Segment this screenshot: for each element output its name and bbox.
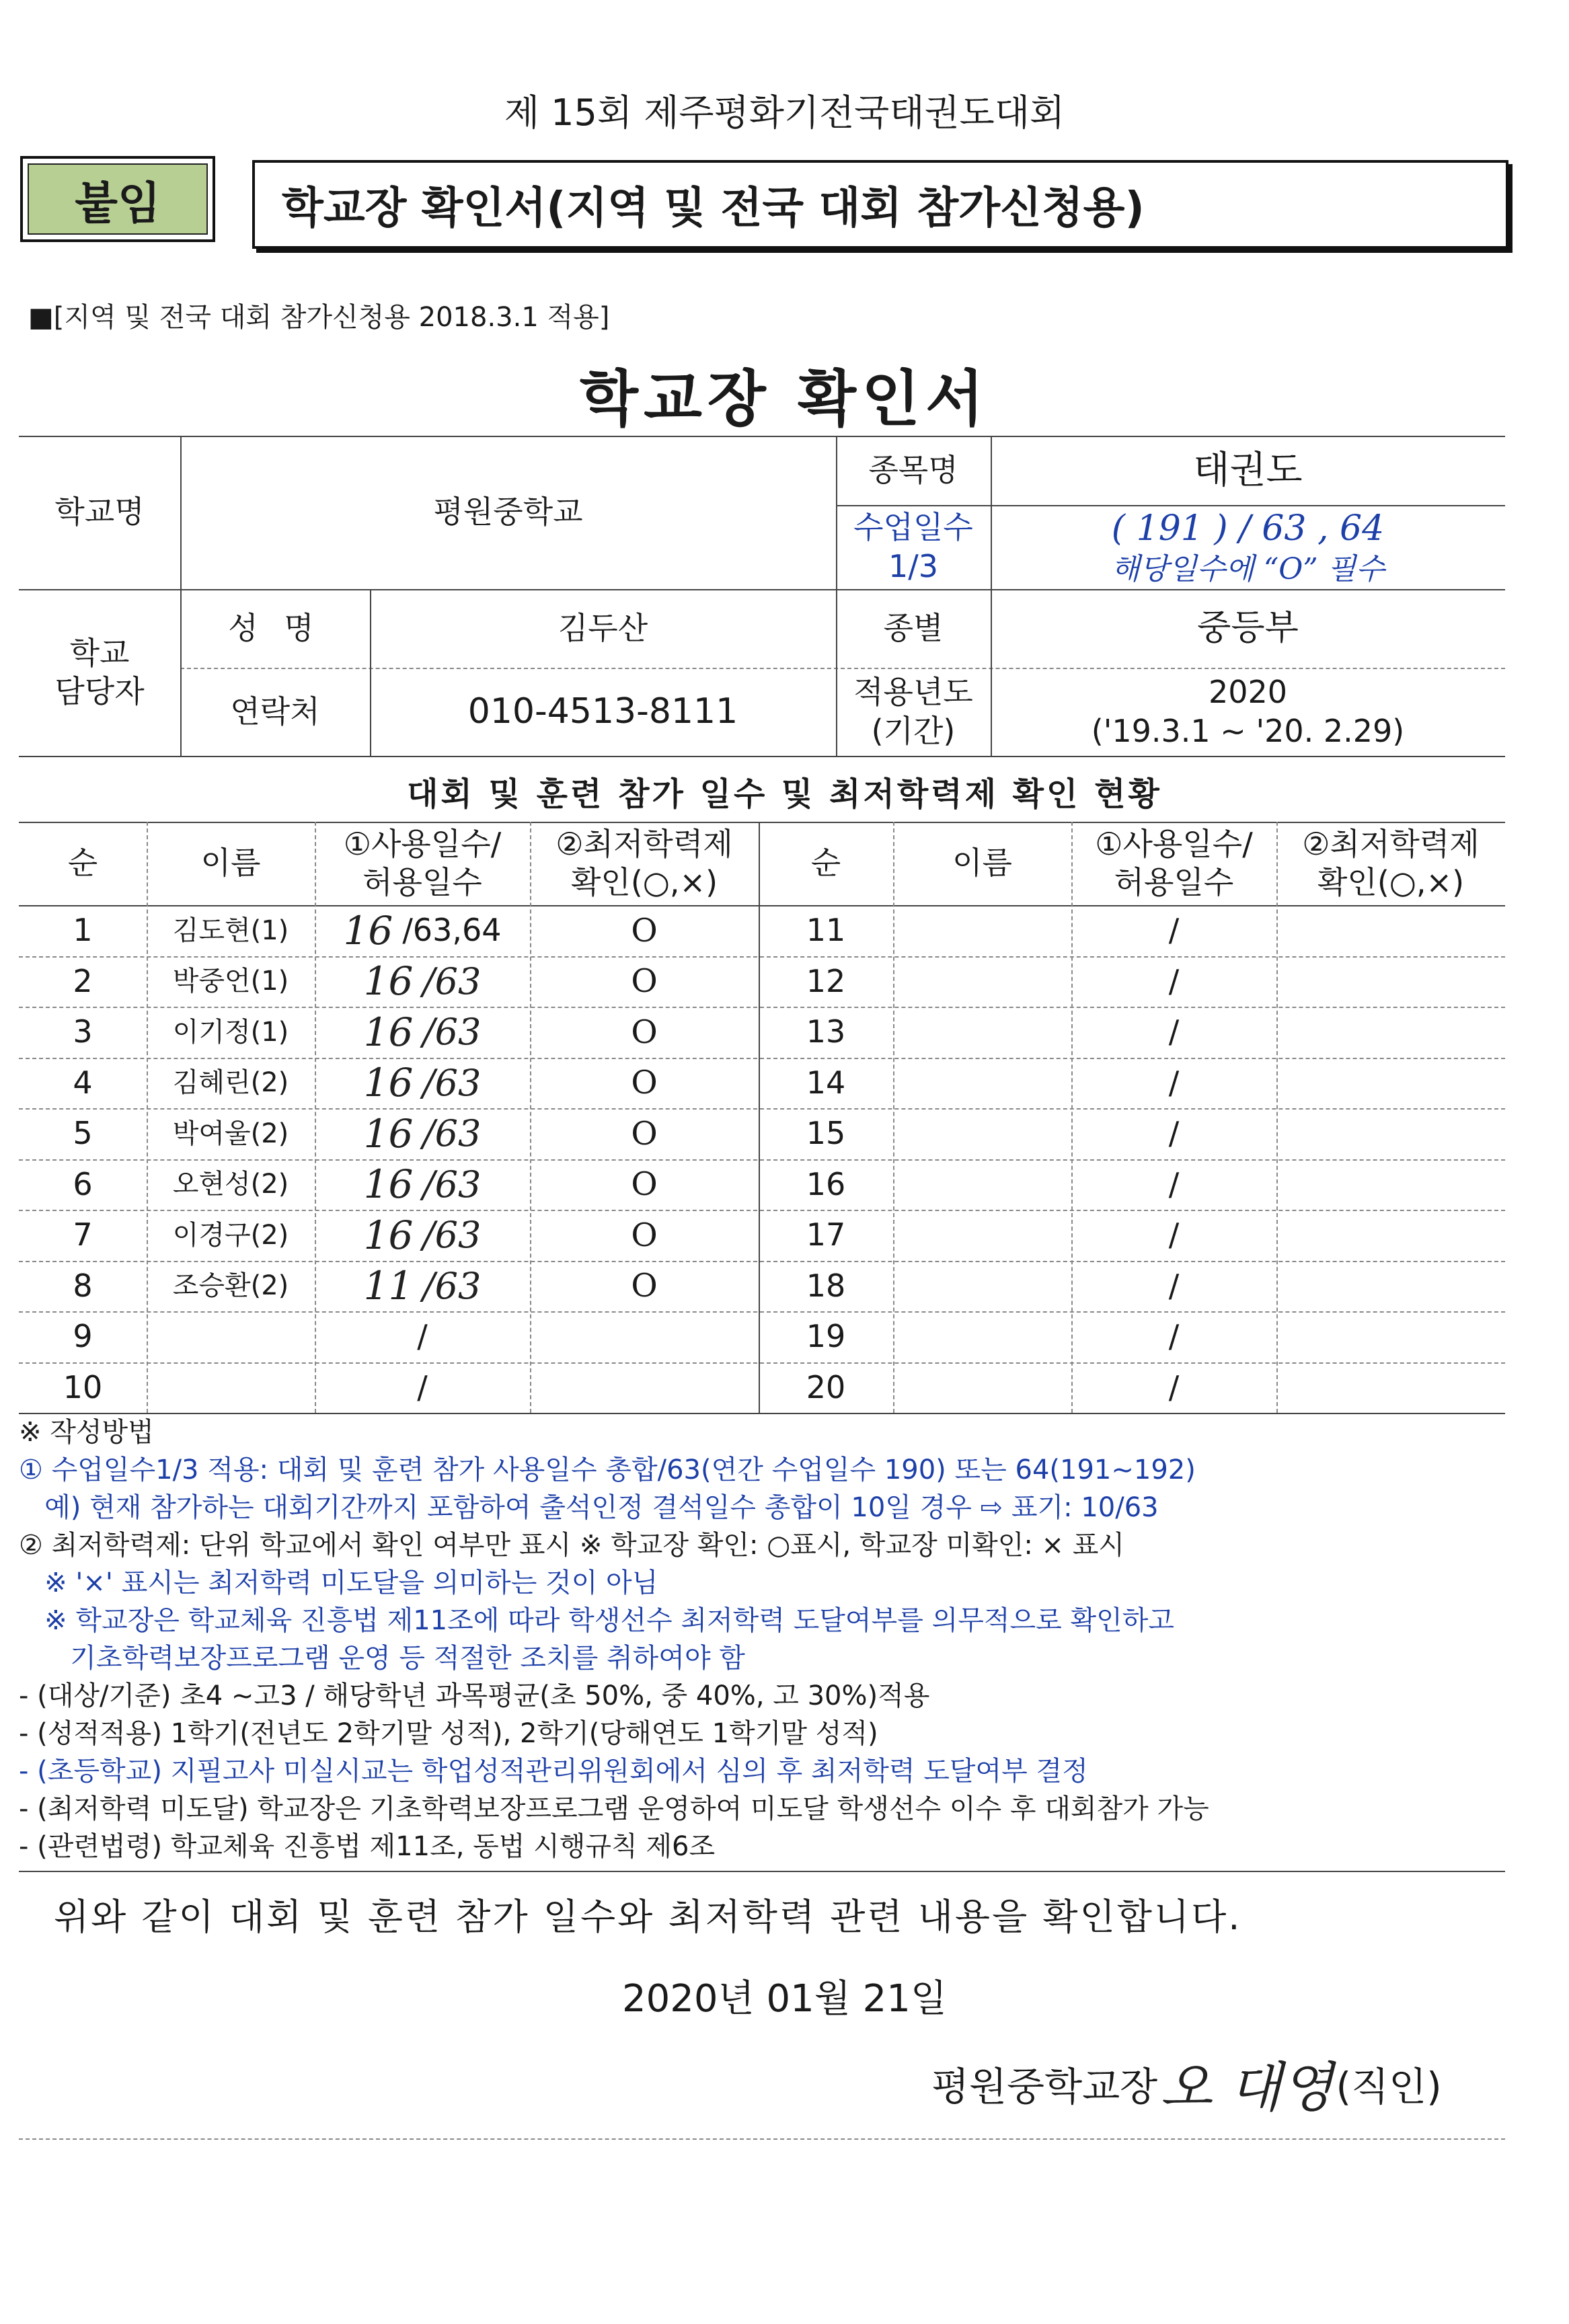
days-cell (315, 1311, 530, 1362)
staff-label: 학교 담당자 (54, 634, 145, 709)
days-cell (315, 956, 530, 1007)
school-name-label: 학교명 (54, 494, 145, 531)
seal-label: (직인) (1336, 2063, 1442, 2109)
check-mark (1276, 1159, 1505, 1210)
division-label: 종별 (883, 609, 944, 646)
class-days-value (991, 505, 1505, 589)
check-mark (1276, 1261, 1505, 1312)
used-days: 16 (363, 1212, 414, 1258)
check-mark: O (631, 962, 658, 1001)
student-name (893, 905, 1071, 956)
used-days: 16 (363, 1060, 414, 1106)
used-days: 16 (363, 1110, 414, 1157)
check-mark (1276, 1058, 1505, 1109)
allowed-days: / (1168, 1318, 1180, 1354)
used-days: 16 (363, 1161, 414, 1207)
student-name (893, 1362, 1071, 1413)
days-cell (1071, 956, 1276, 1007)
row-number: 7 (73, 1216, 93, 1253)
days-cell (1071, 1210, 1276, 1261)
used-days: 11 (363, 1263, 414, 1309)
allowed-days: / (1168, 1013, 1180, 1050)
staff-name-label: 성 명 (228, 609, 322, 646)
student-name (893, 1007, 1071, 1058)
row-number: 4 (73, 1064, 93, 1101)
attachment-tag (20, 156, 215, 242)
student-name (147, 1362, 315, 1413)
student-name (893, 1159, 1071, 1210)
days-cell (315, 1210, 530, 1261)
student-name (893, 956, 1071, 1007)
check-mark (1276, 1311, 1505, 1362)
attachment-tag-label: 붙임 (28, 163, 208, 235)
row-number: 10 (63, 1368, 103, 1405)
student-name: 김혜린(2) (172, 1067, 289, 1099)
allowed-days: / (1168, 1216, 1180, 1253)
contact-label: 연락처 (230, 693, 320, 730)
header-title: 학교장 확인서(지역 및 전국 대회 참가신청용) (252, 160, 1508, 249)
allowed-days: / (1168, 912, 1180, 948)
year-label: 적용년도 (기간) (853, 674, 973, 749)
allowed-days: / (417, 1318, 428, 1354)
method-title: ※ 작성방법 (19, 1417, 154, 1448)
row-number: 5 (73, 1115, 93, 1151)
allowed-days: / (417, 1368, 428, 1405)
student-name: 박중언(1) (172, 966, 289, 997)
method-line: ② 최저학력제: 단위 학교에서 확인 여부만 표시 ※ 학교장 확인: ○표시, 학교장 미확인: × 표시 (19, 1530, 1125, 1561)
signature: 오 대영 (1160, 2056, 1334, 2119)
student-name (893, 1261, 1071, 1312)
check-mark (1276, 1007, 1505, 1058)
days-cell (315, 1261, 530, 1312)
check-mark: O (631, 911, 658, 950)
method-line: ※ 학교장은 학교체육 진흥법 제11조에 따라 학생선수 최저학력 도달여부를 의무적으로 확인하고 (19, 1605, 1175, 1636)
used-days: 16 (343, 907, 393, 954)
row-number: 8 (73, 1267, 93, 1304)
days-cell (315, 1007, 530, 1058)
days-cell (1071, 1007, 1276, 1058)
signer-label: 평원중학교장 (931, 2063, 1158, 2109)
allowed-days: /63 (422, 1112, 482, 1155)
check-mark: O (631, 1267, 658, 1305)
row-number: 9 (73, 1318, 93, 1354)
header-check-left: ②최저학력제 확인(○,×) (556, 825, 733, 900)
check-mark: O (631, 1216, 658, 1254)
student-name (893, 1058, 1071, 1109)
row-number: 13 (806, 1013, 846, 1050)
used-days: 16 (363, 958, 414, 1004)
check-mark (530, 1362, 759, 1413)
header-check-right: ②최저학력제 확인(○,×) (1302, 825, 1480, 900)
row-number: 11 (806, 912, 846, 948)
row-number: 1 (73, 912, 93, 948)
closing-statement: 위와 같이 대회 및 훈련 참가 일수와 최저학력 관련 내용을 확인합니다. (54, 1896, 1242, 1938)
class-days-label: 수업일수 1/3 (853, 509, 973, 584)
status-title: 대회 및 훈련 참가 일수 및 최저학력제 확인 현황 (407, 775, 1162, 813)
days-cell (315, 1058, 530, 1109)
allowed-days: / (1168, 1267, 1180, 1304)
row-number: 6 (73, 1165, 93, 1202)
row-number: 12 (806, 962, 846, 999)
method-line: 예) 현재 참가하는 대회기간까지 포함하여 출석인정 결석일수 총합이 10일 경우 ⇨ 표기: 10/63 (19, 1492, 1159, 1523)
header-days-left: ①사용일수/ 허용일수 (343, 825, 502, 900)
days-cell (1071, 1159, 1276, 1210)
check-mark: O (631, 1013, 658, 1051)
method-line: - (최저학력 미도달) 학교장은 기초학력보장프로그램 운영하여 미도달 학생선수 이수 후 대회참가 가능 (19, 1793, 1209, 1824)
method-lines (19, 1451, 1539, 1865)
check-mark (1276, 1108, 1505, 1159)
allowed-days: /63,64 (402, 912, 502, 948)
student-name: 김도현(1) (172, 915, 289, 946)
allowed-days: /63 (422, 1061, 482, 1104)
header-days-right: ①사용일수/ 허용일수 (1095, 825, 1253, 900)
method-line: - (초등학교) 지필고사 미실시교는 학업성적관리위원회에서 심의 후 최저학력 도달여부 결정 (19, 1756, 1088, 1787)
days-cell (315, 1362, 530, 1413)
days-cell (315, 905, 530, 956)
check-mark: O (631, 1064, 658, 1102)
allowed-days: / (1168, 1064, 1180, 1101)
row-number: 16 (806, 1165, 846, 1202)
allowed-days: /63 (422, 1163, 482, 1206)
header-no-right: 순 (810, 845, 841, 882)
row-number: 2 (73, 962, 93, 999)
student-name (893, 1108, 1071, 1159)
student-name: 오현성(2) (172, 1169, 289, 1200)
days-cell (1071, 1261, 1276, 1312)
method-line: 기초학력보장프로그램 운영 등 적절한 조치를 취하여야 함 (19, 1643, 745, 1674)
header-name-left: 이름 (200, 845, 261, 882)
row-number: 3 (73, 1013, 93, 1050)
row-number: 14 (806, 1064, 846, 1101)
division-value: 중등부 (1197, 608, 1299, 648)
staff-name: 김두산 (558, 609, 648, 646)
year-value: 2020 ('19.3.1 ~ '20. 2.29) (1091, 674, 1405, 749)
method-line: ※ '×' 표시는 최저학력 미도달을 의미하는 것이 아님 (19, 1567, 658, 1598)
school-name: 평원중학교 (433, 494, 583, 531)
days-cell (1071, 905, 1276, 956)
apply-note: ■[지역 및 전국 대회 참가신청용 2018.3.1 적용] (28, 302, 610, 333)
contact-value: 010-4513-8111 (467, 691, 738, 732)
days-cell (1071, 1362, 1276, 1413)
days-cell (1071, 1108, 1276, 1159)
check-mark (1276, 956, 1505, 1007)
method-line: - (대상/기준) 초4 ~고3 / 해당학년 과목평균(초 50%, 중 40%, 고 30%)적용 (19, 1680, 930, 1711)
student-name (893, 1311, 1071, 1362)
days-cell (315, 1159, 530, 1210)
check-mark (530, 1311, 759, 1362)
sport-label: 종목명 (868, 451, 958, 488)
allowed-days: /63 (422, 1264, 482, 1307)
class-days-count: ( 191 ) / 63 , 64 (1111, 508, 1385, 549)
allowed-days: / (1168, 962, 1180, 999)
row-number: 15 (806, 1115, 846, 1151)
student-name: 박여울(2) (172, 1118, 289, 1149)
allowed-days: /63 (422, 1214, 482, 1256)
allowed-days: / (1168, 1115, 1180, 1151)
sport-value: 태권도 (1193, 448, 1303, 492)
class-days-note: 해당일수에 “O” 필수 (1111, 551, 1385, 586)
check-mark (1276, 1210, 1505, 1261)
header-name-right: 이름 (952, 845, 1012, 882)
allowed-days: / (1168, 1368, 1180, 1405)
confirmation-date: 2020년 01월 21일 (622, 1977, 947, 2021)
check-mark (1276, 1362, 1505, 1413)
allowed-days: /63 (422, 960, 482, 1003)
days-cell (1071, 1058, 1276, 1109)
row-number: 20 (806, 1368, 846, 1405)
row-number: 19 (806, 1318, 846, 1354)
method-line: - (관련법령) 학교체육 진흥법 제11조, 동법 시행규칙 제6조 (19, 1831, 716, 1862)
method-line: - (성적적용) 1학기(전년도 2학기말 성적), 2학기(당해연도 1학기말 성적) (19, 1718, 878, 1749)
days-cell (315, 1108, 530, 1159)
row-number: 17 (806, 1216, 846, 1253)
student-name: 이경구(2) (172, 1219, 289, 1251)
doc-title: 학교장 확인서 (580, 364, 989, 434)
writing-method (19, 1413, 1539, 1865)
check-mark: O (631, 1114, 658, 1153)
student-name (893, 1210, 1071, 1261)
row-number: 18 (806, 1267, 846, 1304)
student-name: 조승환(2) (172, 1270, 289, 1302)
used-days: 16 (363, 1009, 414, 1055)
allowed-days: / (1168, 1165, 1180, 1202)
signer (931, 2044, 1442, 2122)
student-name: 이기정(1) (172, 1016, 289, 1048)
event-title: 제 15회 제주평화기전국태권도대회 (504, 91, 1065, 134)
check-mark (1276, 905, 1505, 956)
header-no-left: 순 (67, 845, 98, 882)
method-line: ① 수업일수1/3 적용: 대회 및 훈련 참가 사용일수 총합/63(연간 수업일수 190) 또는 64(191~192) (19, 1455, 1196, 1485)
days-cell (1071, 1311, 1276, 1362)
check-mark: O (631, 1165, 658, 1204)
allowed-days: /63 (422, 1011, 482, 1053)
student-name (147, 1311, 315, 1362)
info-table (19, 436, 1505, 757)
